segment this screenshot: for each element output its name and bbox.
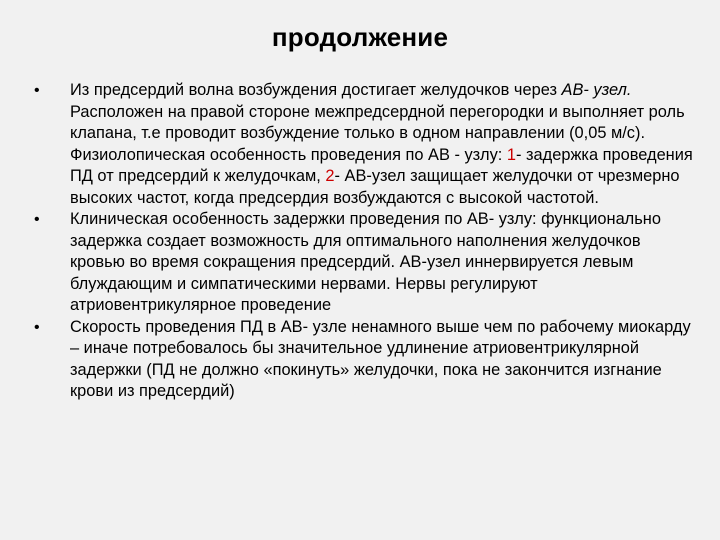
bullet-3-text: Скорость проведения ПД в АВ- узле ненамного выше чем по рабочему миокарду – иначе потребовалось бы значительное удлинение атриовентрикулярной задержки (ПД не должно «покинуть» желудочки, пока не закончится изгнание крови из предсердий) [70,317,691,400]
feature-number-2: 2 [325,167,335,185]
bullet-2-text: Клиническая особенность задержки проведения по АВ- узлу: функционально задержка создает возможность для оптимального наполнения желудочков кровью во время сокращения предсердий. АВ-узел иннервируется левым блуждающим и симпатическими нервами. Нервы регулируют атриовентрикулярное проведение [70,210,661,314]
bullet-marker: • [34,211,40,228]
bullet-1-text-c: - задержка проведения ПД от предсердий к желудочкам, [70,145,693,185]
bullet-1-text-b: Расположен на правой стороне межпредсердной перегородки и выполняет роль клапана, т.е проводит возбуждение только в одном направлении (0,05 м/с). Физиолопическая особенность проведения по АВ - узлу: [70,102,685,164]
bullet-1-text-d: - АВ-узел защищает желудочки от чрезмерно высоких частот, когда предсердия возбуждаются с высокой частотой. [70,167,680,207]
bullet-marker: • [34,318,40,336]
slide-title: продолжение [271,22,449,52]
bullet-list [0,80,720,403]
bullet-item-3 [0,317,720,403]
bullet-1-text-a: Из предсердий волна возбуждения достигает желудочков через [70,81,562,99]
bullet-marker: • [34,82,40,99]
av-node-term: АВ- узел. [561,81,632,99]
feature-number-1: 1 [506,145,517,164]
bullet-item-2 [0,209,720,317]
bullet-item-1 [0,80,720,209]
